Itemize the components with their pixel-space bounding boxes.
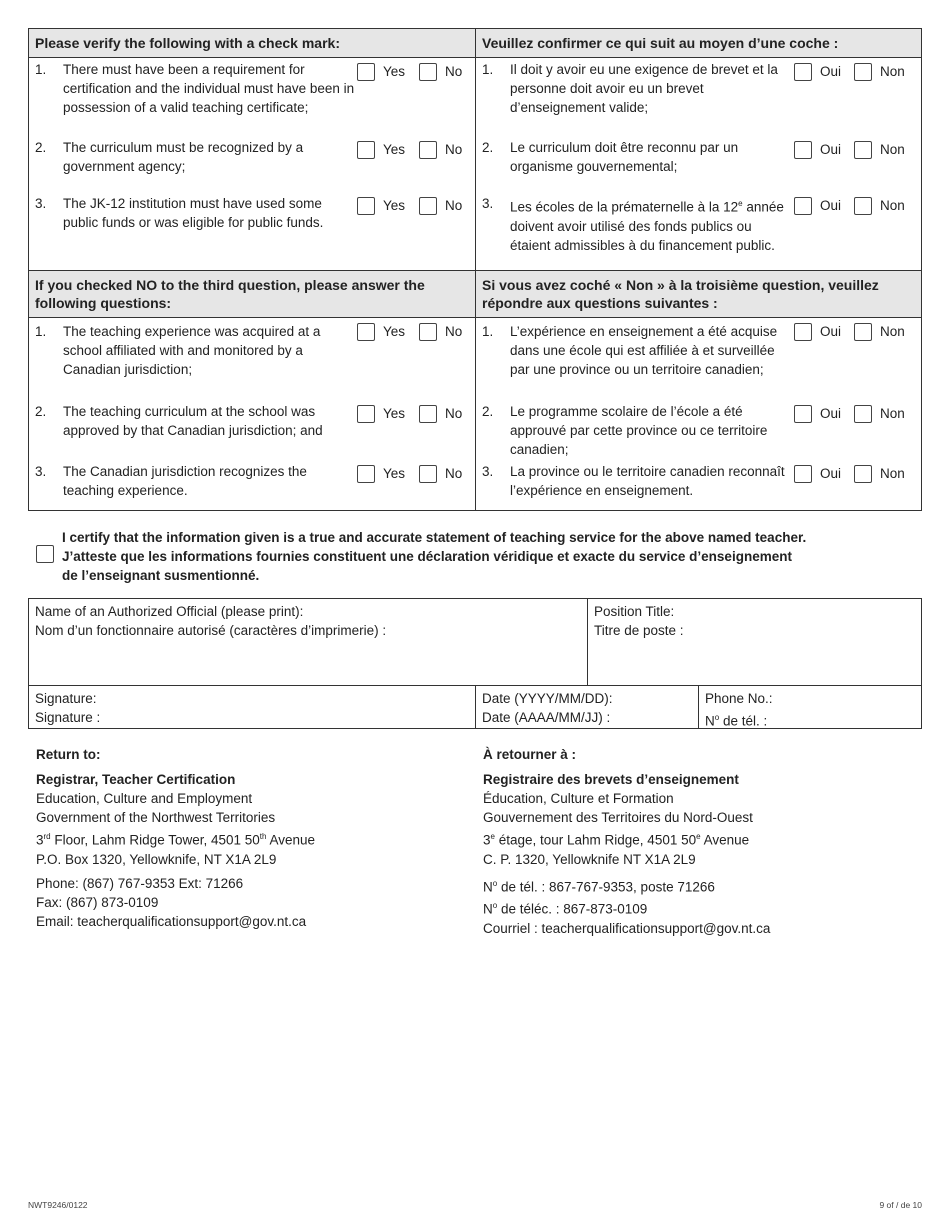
item-text: La province ou le territoire canadien reconnaît l’expérience en enseignement. <box>510 464 785 498</box>
yes-label: Yes <box>383 198 406 213</box>
text-part: Avenue <box>266 832 316 848</box>
yes-no-checks <box>357 140 462 159</box>
oui-checkbox[interactable] <box>794 323 812 341</box>
certify-checkbox[interactable] <box>36 545 54 563</box>
yes-checkbox[interactable] <box>357 141 375 159</box>
oui-non-checks <box>794 322 905 341</box>
verify-item-fr-1 <box>476 58 921 136</box>
item-text: The curriculum must be recognized by a government agency; <box>63 140 304 174</box>
non-checkbox[interactable] <box>854 323 872 341</box>
verify-item-en-1 <box>29 58 475 136</box>
oui-checkbox[interactable] <box>794 197 812 215</box>
item-number: 2. <box>482 404 494 419</box>
item-text: The Canadian jurisdiction recognizes the teaching experience. <box>63 464 307 498</box>
no-label: No <box>445 64 463 79</box>
no-label: No <box>445 324 463 339</box>
signature-label-en: Signature: <box>35 691 97 706</box>
followup-en-column <box>29 318 475 510</box>
followup-item-fr-1 <box>476 318 921 400</box>
non-label: Non <box>880 406 905 421</box>
return-email-en[interactable]: Email: teacherqualificationsupport@gov.nt.ca <box>36 913 307 929</box>
followup-item-en-3 <box>29 460 475 510</box>
text-part: de tél. : <box>719 713 768 729</box>
oui-non-checks <box>794 140 905 159</box>
verify-header-en: Please verify the following with a check mark: <box>35 35 340 51</box>
text-part: Floor, Lahm Ridge Tower, 4501 50 <box>50 832 260 848</box>
item-text: Le programme scolaire de l’école a été approuvé par cette province ou ce territoire canadien; <box>510 404 768 457</box>
no-checkbox[interactable] <box>419 405 437 423</box>
followup-item-fr-2 <box>476 400 921 460</box>
non-label: Non <box>880 466 905 481</box>
yes-checkbox[interactable] <box>357 323 375 341</box>
signature-table <box>28 598 922 729</box>
certify-line-2: J’atteste que les informations fournies constituent une déclaration véridique et exacte du service d’enseignement <box>62 549 792 564</box>
item-text: Le curriculum doit être reconnu par un organisme gouvernemental; <box>510 140 739 174</box>
return-dept-en: Education, Culture and Employment <box>36 791 253 806</box>
certify-line-1: I certify that the information given is a true and accurate statement of teaching service for the above named teacher. <box>62 530 807 545</box>
return-street-fr <box>483 827 923 850</box>
return-fax-en: Fax: (867) 873-0109 <box>36 894 159 910</box>
item-number: 1. <box>35 62 47 77</box>
item-number: 3. <box>35 464 47 479</box>
non-label: Non <box>880 198 905 213</box>
official-name-label-en: Name of an Authorized Official (please print): <box>35 604 304 619</box>
return-email-fr[interactable]: Courriel : teacherqualificationsupport@gov.nt.ca <box>483 920 771 936</box>
official-row <box>29 599 921 686</box>
return-pobox-fr: C. P. 1320, Yellowknife NT X1A 2L9 <box>483 851 696 867</box>
item-number: 2. <box>482 140 494 155</box>
superscript: o <box>714 713 720 722</box>
date-label-fr: Date (AAAA/MM/JJ) : <box>482 710 611 725</box>
oui-checkbox[interactable] <box>794 63 812 81</box>
yes-label: Yes <box>383 64 406 79</box>
return-org-en: Registrar, Teacher Certification <box>36 772 236 787</box>
text-part: N <box>483 879 493 894</box>
form-id: NWT9246/0122 <box>28 1200 88 1210</box>
return-address-en <box>36 745 466 931</box>
followup-header <box>29 270 921 318</box>
non-label: Non <box>880 142 905 157</box>
yes-checkbox[interactable] <box>357 63 375 81</box>
superscript: rd <box>43 832 51 841</box>
item-text: The teaching curriculum at the school was approved by that Canadian jurisdiction; and <box>63 404 323 438</box>
oui-label: Oui <box>820 466 842 481</box>
verify-item-fr-2 <box>476 136 921 192</box>
date-label-en: Date (YYYY/MM/DD): <box>482 691 613 706</box>
item-text <box>510 194 788 270</box>
followup-header-fr: Si vous avez coché « Non » à la troisième question, veuillez répondre aux questions suivantes : <box>475 271 921 317</box>
verify-item-en-3 <box>29 192 475 270</box>
official-name-field[interactable] <box>29 599 588 685</box>
verify-item-en-2 <box>29 136 475 192</box>
oui-non-checks <box>794 62 905 81</box>
superscript: e <box>696 832 701 841</box>
item-number: 2. <box>35 140 47 155</box>
followup-fr-column <box>475 318 921 510</box>
verify-header <box>29 29 921 58</box>
oui-checkbox[interactable] <box>794 465 812 483</box>
no-checkbox[interactable] <box>419 323 437 341</box>
superscript: e <box>490 832 495 841</box>
text-part: N <box>483 901 493 917</box>
phone-label-en: Phone No.: <box>705 691 773 706</box>
no-checkbox[interactable] <box>419 63 437 81</box>
yes-no-checks <box>357 404 462 423</box>
oui-non-checks <box>794 196 905 215</box>
phone-field[interactable] <box>699 686 921 728</box>
no-label: No <box>445 198 463 213</box>
text-part: de tél. : 867-767-9353, poste 71266 <box>497 879 715 894</box>
oui-label: Oui <box>820 198 842 213</box>
followup-item-en-2 <box>29 400 475 460</box>
non-checkbox[interactable] <box>854 405 872 423</box>
position-title-field[interactable] <box>588 599 921 685</box>
superscript: th <box>259 832 267 841</box>
item-number: 1. <box>482 62 494 77</box>
item-number: 3. <box>482 464 494 479</box>
non-label: Non <box>880 64 905 79</box>
yes-checkbox[interactable] <box>357 405 375 423</box>
verify-body <box>29 58 921 270</box>
text-part: de téléc. : 867-873-0109 <box>497 901 648 917</box>
item-number: 3. <box>35 196 47 211</box>
oui-label: Oui <box>820 64 842 79</box>
verification-table <box>28 28 922 511</box>
oui-checkbox[interactable] <box>794 405 812 423</box>
text-part: N <box>705 713 715 729</box>
item-text-part: Les écoles de la prématernelle à la 12 <box>510 199 739 215</box>
oui-checkbox[interactable] <box>794 141 812 159</box>
return-gov-fr: Gouvernement des Territoires du Nord-Ouest <box>483 810 753 825</box>
item-number: 2. <box>35 404 47 419</box>
item-text: L’expérience en enseignement a été acquise dans une école qui est affiliée à et surveillée par une province ou un territoire canadien; <box>510 324 778 377</box>
return-fax-fr <box>483 896 923 919</box>
text-part: Avenue <box>700 832 750 848</box>
non-label: Non <box>880 324 905 339</box>
non-checkbox[interactable] <box>854 141 872 159</box>
position-title-label-fr: Titre de poste : <box>594 623 684 638</box>
yes-no-checks <box>357 62 462 81</box>
verify-en-column <box>29 58 475 270</box>
return-pobox-en: P.O. Box 1320, Yellowknife, NT X1A 2L9 <box>36 851 277 867</box>
signature-field[interactable] <box>29 686 476 728</box>
non-checkbox[interactable] <box>854 197 872 215</box>
official-name-label-fr: Nom d’un fonctionnaire autorisé (caractères d’imprimerie) : <box>35 623 387 638</box>
text-part: étage, tour Lahm Ridge, 4501 50 <box>494 832 697 848</box>
position-title-label-en: Position Title: <box>594 604 675 619</box>
return-gov-en: Government of the Northwest Territories <box>36 810 276 825</box>
no-label: No <box>445 142 463 157</box>
superscript: o <box>492 901 498 910</box>
phone-label-fr <box>705 708 915 731</box>
oui-label: Oui <box>820 142 842 157</box>
followup-body <box>29 318 921 510</box>
followup-header-en: If you checked NO to the third question, please answer the following questions: <box>35 277 425 311</box>
text-part: 3 <box>483 832 491 848</box>
item-number: 3. <box>482 196 494 211</box>
item-text: The teaching experience was acquired at a school affiliated with and monitored by a Canadian jurisdiction; <box>63 324 321 377</box>
no-checkbox[interactable] <box>419 141 437 159</box>
page-number: 9 of / de 10 <box>879 1200 922 1210</box>
yes-no-checks <box>357 464 462 483</box>
no-checkbox[interactable] <box>419 197 437 215</box>
no-checkbox[interactable] <box>419 465 437 483</box>
yes-checkbox[interactable] <box>357 197 375 215</box>
return-street-en <box>36 827 466 850</box>
item-number: 1. <box>35 324 47 339</box>
signature-row <box>29 686 921 728</box>
return-phone-en: Phone: (867) 767-9353 Ext: 71266 <box>36 875 244 891</box>
oui-non-checks <box>794 404 905 423</box>
text-part: 3 <box>36 832 44 848</box>
superscript: e <box>738 199 743 208</box>
yes-no-checks <box>357 322 462 341</box>
return-address-fr <box>483 745 923 938</box>
return-org-fr: Registraire des brevets d’enseignement <box>483 772 739 787</box>
item-text: The JK-12 institution must have used some public funds or was eligible for public funds. <box>63 196 324 230</box>
return-heading-fr: À retourner à : <box>483 747 577 762</box>
non-checkbox[interactable] <box>854 465 872 483</box>
followup-item-en-1 <box>29 318 475 400</box>
signature-label-fr: Signature : <box>35 710 101 725</box>
yes-checkbox[interactable] <box>357 465 375 483</box>
verify-fr-column <box>475 58 921 270</box>
yes-label: Yes <box>383 406 406 421</box>
verify-item-fr-3 <box>476 192 921 270</box>
superscript: o <box>492 878 498 888</box>
return-dept-fr: Éducation, Culture et Formation <box>483 791 674 806</box>
item-text-part: année doivent avoir utilisé des fonds publics ou étaient admissibles à du financement public. <box>510 199 784 253</box>
non-checkbox[interactable] <box>854 63 872 81</box>
yes-label: Yes <box>383 466 406 481</box>
item-number: 1. <box>482 324 494 339</box>
oui-non-checks <box>794 464 905 483</box>
no-label: No <box>445 406 463 421</box>
verify-header-fr: Veuillez confirmer ce qui suit au moyen d’une coche : <box>475 29 921 57</box>
no-label: No <box>445 466 463 481</box>
yes-no-checks <box>357 196 462 215</box>
oui-label: Oui <box>820 324 842 339</box>
oui-label: Oui <box>820 406 842 421</box>
date-field[interactable] <box>476 686 699 728</box>
certification-statement <box>36 528 916 585</box>
yes-label: Yes <box>383 324 406 339</box>
return-heading-en: Return to: <box>36 747 101 762</box>
return-phone-fr <box>483 874 923 897</box>
certify-line-3: de l’enseignant susmentionné. <box>62 568 260 583</box>
item-text: Il doit y avoir eu une exigence de brevet et la personne doit avoir eu un brevet d’enseignement valide; <box>510 62 778 115</box>
item-text: There must have been a requirement for certification and the individual must have been in possession of a valid teaching certificate; <box>63 62 355 115</box>
yes-label: Yes <box>383 142 406 157</box>
followup-item-fr-3 <box>476 460 921 510</box>
